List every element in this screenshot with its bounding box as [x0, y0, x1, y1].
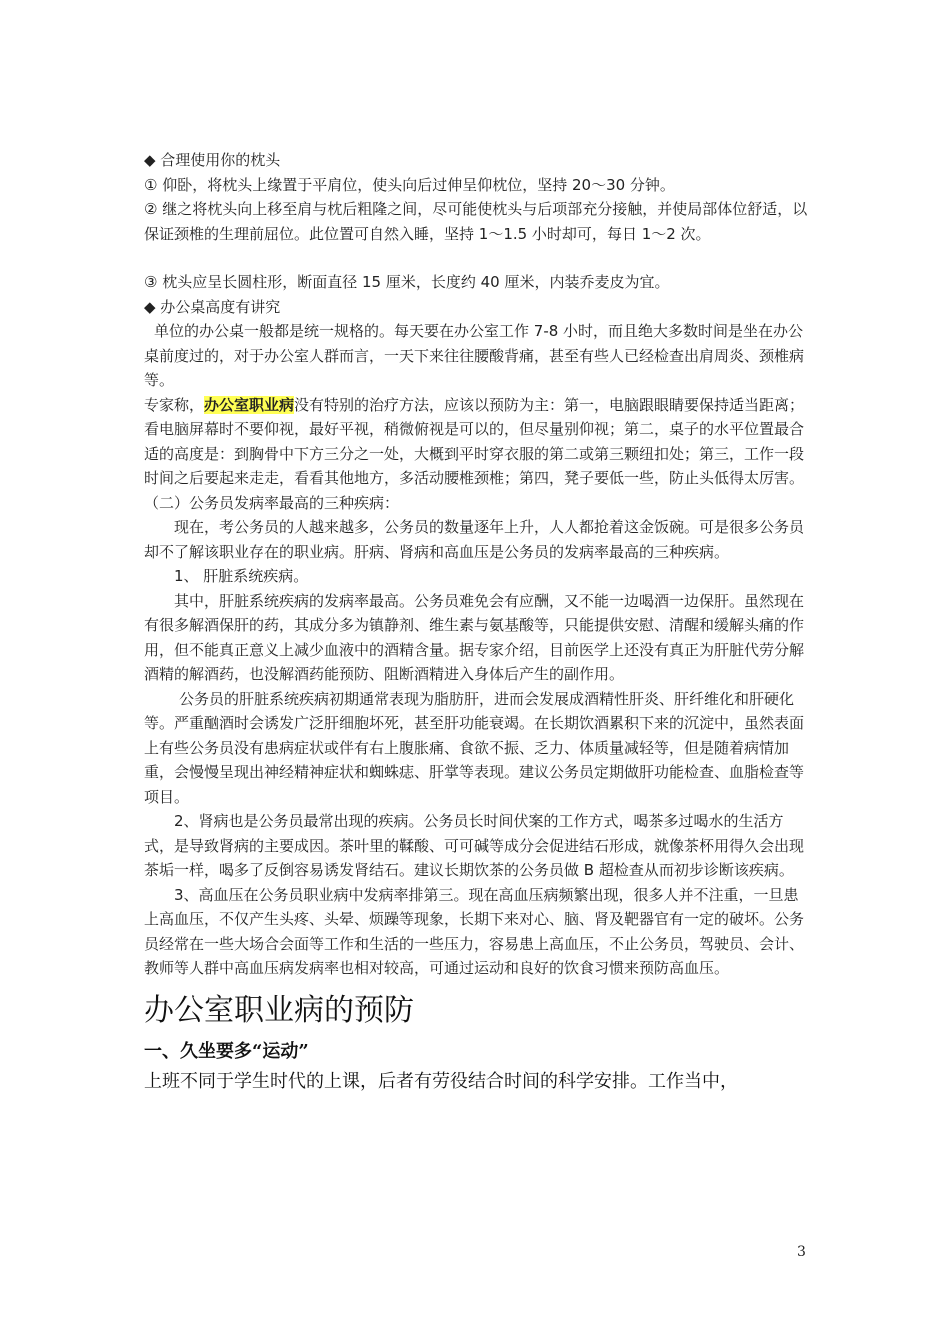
expert-paragraph	[144, 393, 808, 491]
civil-servant-intro: 现在，考公务员的人越来越多，公务员的数量逐年上升，人人都抢着这金饭碗。可是很多公务员却不了解该职业存在的职业病。肝病、肾病和高血压是公务员的发病率最高的三种疾病。	[144, 518, 805, 561]
liver-paragraph-1: 其中，肝脏系统疾病的发病率最高。公务员难免会有应酬，又不能一边喝酒一边保肝。虽然现在有很多解酒保肝的药，其成分多为镇静剂、维生素与氨基酸等，只能提供安慰、清醒和缓解头痛的作用，但不能真正意义上减少血液中的酒精含量。据专家介绍，目前医学上还没有真正为肝脏代劳分解酒精的解酒药，也没解酒药能预防、阻断酒精进入身体后产生的副作用。	[144, 591, 805, 683]
liver-paragraph-2: 公务员的肝脏系统疾病初期通常表现为脂肪肝，进而会发展成酒精性肝炎、肝纤维化和肝硬化等。严重酗酒时会诱发广泛肝细胞坏死，甚至肝功能衰竭。在长期饮酒累积下来的沉淀中，虽然表面上有些公务员没有患病症状或伴有右上腹胀痛、食欲不振、乏力、体质量减轻等，但是随着病情加重，会慢慢呈现出神经精神症状和蜘蛛痣、肝掌等表现。建议公务员定期做肝功能检查、血脂检查等项目。	[144, 689, 805, 806]
hypertension-paragraph: 3、高血压在公务员职业病中发病率排第三。现在高血压病频繁出现，很多人并不注重，一旦患上高血压，不仅产生头疼、头晕、烦躁等现象，长期下来对心、脑、肾及靶器官有一定的破坏。公务员经常在一些大场合会面等工作和生活的一些压力，容易患上高血压，不止公务员，驾驶员、会计、教师等人群中高血压病发病率也相对较高，可通过运动和良好的饮食习惯来预防高血压。	[144, 885, 805, 977]
liver-disease-heading: 1、 肝脏系统疾病。	[174, 567, 309, 585]
sub-heading: 一、久坐要多“运动”	[144, 1040, 309, 1062]
highlighted-term: 办公室职业病	[204, 395, 295, 414]
section-heading-civil-servants: （二）公务员发病率最高的三种疾病：	[144, 493, 400, 512]
bullet-heading-desk: ◆ 办公桌高度有讲究	[144, 297, 281, 316]
main-heading: 办公室职业病的预防	[144, 992, 414, 1028]
bullet-heading-pillow: ◆ 合理使用你的枕头	[144, 151, 281, 169]
expert-prefix: 专家称，	[144, 395, 205, 414]
pillow-step-3: ③ 枕头应呈长圆柱形，断面直径 15 厘米，长度约 40 厘米，内装乔麦皮为宜。	[144, 273, 670, 291]
pillow-step-2: ② 继之将枕头向上移至肩与枕后粗隆之间，尽可能使枕头与后项部充分接触，并使局部体位舒适，以保证颈椎的生理前屈位。此位置可自然入睡，坚持 1～1.5 小时却可，每日 1～2 次。	[144, 200, 808, 243]
pillow-step-1: ① 仰卧，将枕头上缘置于平肩位，使头向后过伸呈仰枕位，坚持 20～30 分钟。	[144, 175, 675, 194]
desk-paragraph: 单位的办公桌一般都是统一规格的。每天要在办公室工作 7-8 小时，而且绝大多数时间是坐在办公桌前度过的，对于办公室人群而言，一天下来往往腰酸背痛，甚至有些人已经检查出肩周炎、颈椎病等。	[144, 322, 805, 389]
closing-paragraph: 上班不同于学生时代的上课，后者有劳役结合时间的科学安排。工作当中，	[144, 1070, 738, 1092]
blank-line	[144, 246, 808, 270]
document-body	[144, 148, 808, 1097]
kidney-paragraph: 2、肾病也是公务员最常出现的疾病。公务员长时间伏案的工作方式，喝茶多过喝水的生活方式，是导致肾病的主要成因。茶叶里的鞣酸、可可碱等成分会促进结石形成，就像茶杯用得久会出现茶垢一样，喝多了反倒容易诱发肾结石。建议长期饮茶的公务员做 B 超检查从而初步诊断该疾病。	[144, 812, 805, 879]
page-number: 3	[797, 1244, 806, 1260]
expert-text: 没有特别的治疗方法，应该以预防为主：第一，电脑跟眼睛要保持适当距离；看电脑屏幕时不要仰视，最好平视，稍微俯视是可以的，但尽量别仰视；第二，桌子的水平位置最合适的高度是：到胸骨中下方三分之一处，大概到平时穿衣服的第二或第三颗纽扣处；第三，工作一段时间之后要起来走走，看看其他地方，多活动腰椎颈椎；第四，凳子要低一些，防止头低得太厉害。	[144, 395, 805, 487]
